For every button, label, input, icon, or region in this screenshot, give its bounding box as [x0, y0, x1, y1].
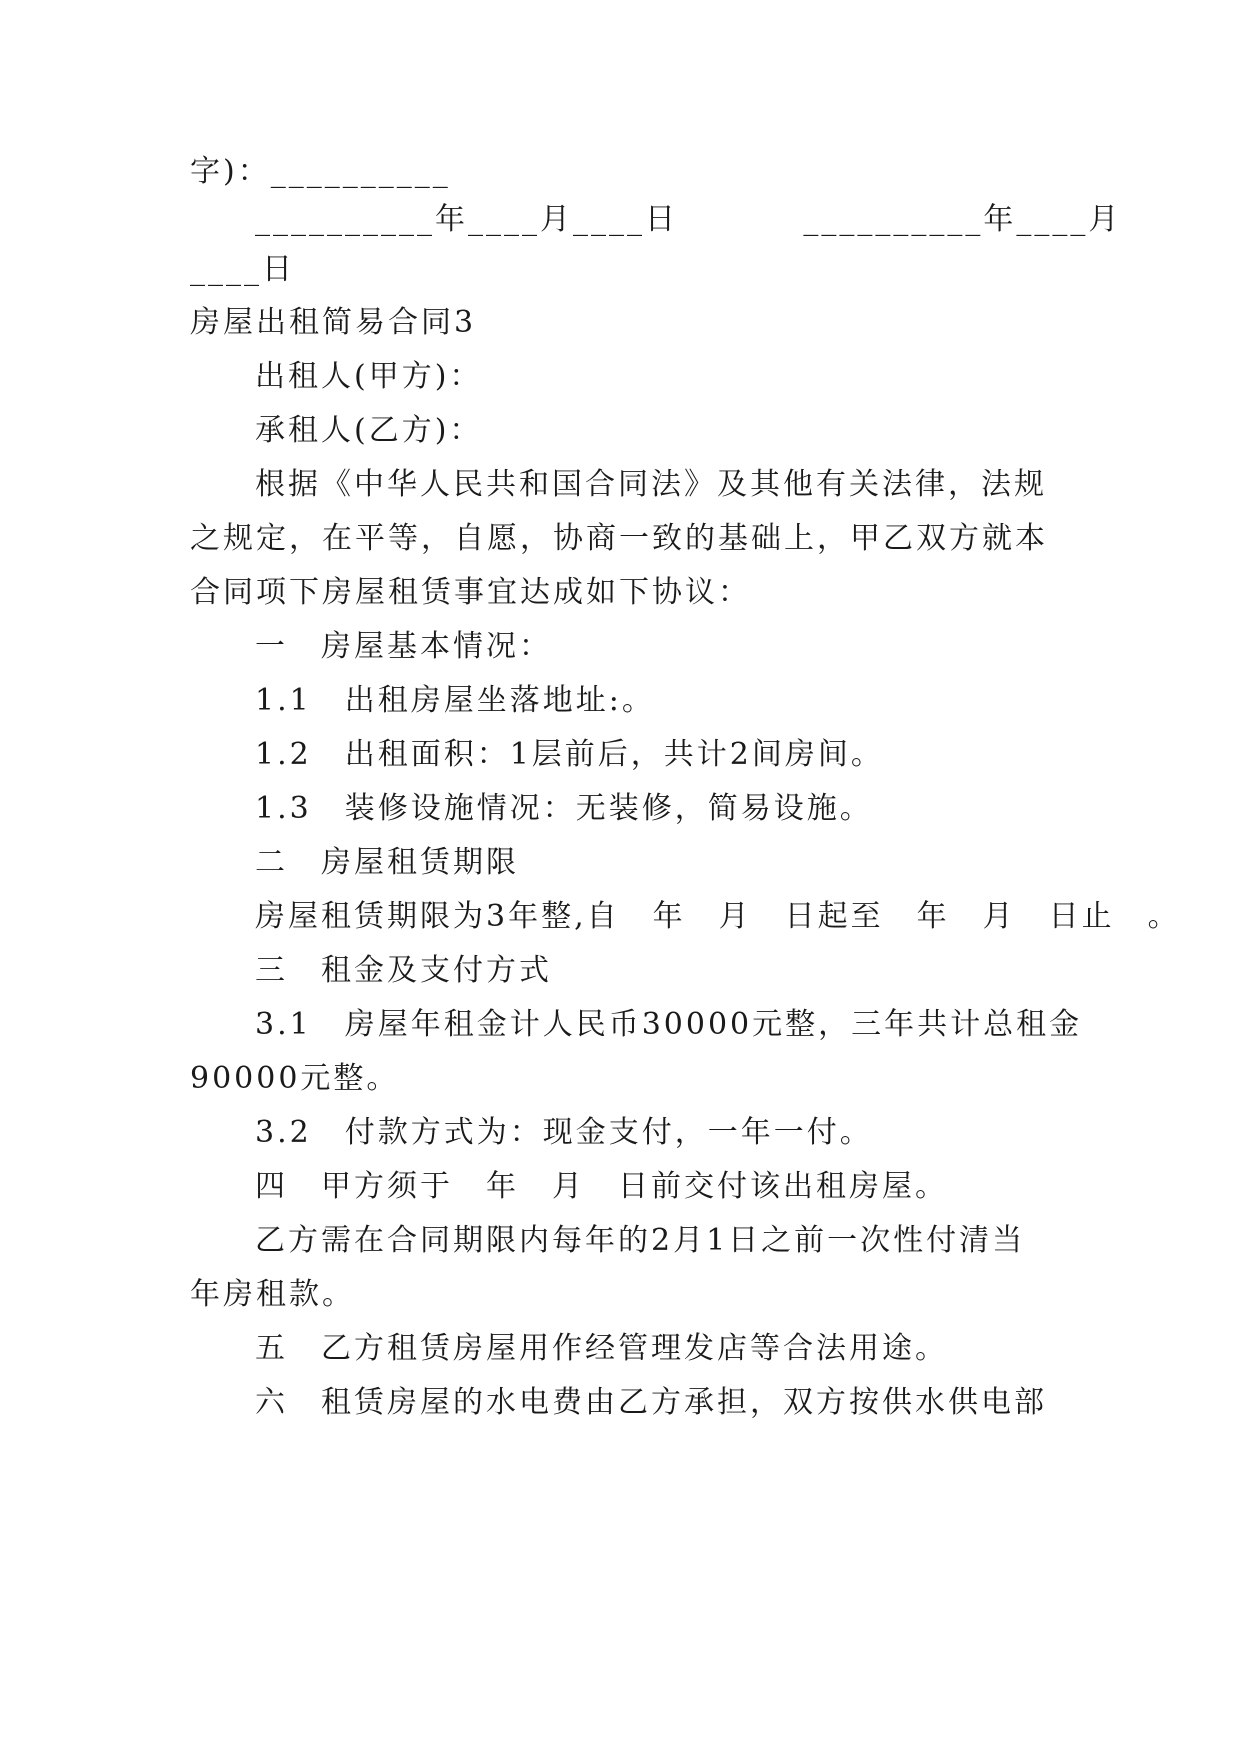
date-fill-line-end: ____日 [190, 252, 295, 287]
clause-3-2: 3.2 付款方式为：现金支付，一年一付。 [255, 1115, 873, 1150]
payment-deadline-line: 乙方需在合同期限内每年的2月1日之前一次性付清当 [255, 1223, 1026, 1258]
date-fill-line: __________年____月____日 __________年____月 [255, 202, 1122, 237]
section-4-line: 四 甲方须于 年 月 日前交付该出租房屋。 [255, 1169, 948, 1204]
section-6-line: 六 租赁房屋的水电费由乙方承担，双方按供水供电部 [255, 1385, 1047, 1420]
clause-1-1: 1.1 出租房屋坐落地址:。 [255, 683, 655, 718]
preamble-line-1: 根据《中华人民共和国合同法》及其他有关法律，法规 [255, 467, 1047, 502]
lessor-line: 出租人(甲方)： [255, 359, 483, 394]
section-2-heading: 二 房屋租赁期限 [255, 845, 519, 880]
lessee-line: 承租人(乙方)： [255, 413, 483, 448]
lease-term-line: 房屋租赁期限为3年整,自 年 月 日起至 年 月 日止 。 [255, 899, 1181, 934]
contract-title: 房屋出租简易合同3 [190, 305, 477, 340]
signature-line-fragment: 字)：__________ [190, 154, 451, 189]
clause-1-3: 1.3 装修设施情况：无装修，简易设施。 [255, 791, 873, 826]
section-1-heading: 一 房屋基本情况： [255, 629, 552, 664]
section-3-heading: 三 租金及支付方式 [255, 953, 552, 988]
section-5-line: 五 乙方租赁房屋用作经管理发店等合法用途。 [255, 1331, 948, 1366]
clause-3-1-continued: 90000元整。 [190, 1061, 400, 1096]
payment-deadline-continued: 年房租款。 [190, 1277, 355, 1312]
preamble-line-3: 合同项下房屋租赁事宜达成如下协议： [190, 575, 751, 610]
clause-3-1: 3.1 房屋年租金计人民币30000元整，三年共计总租金 [255, 1007, 1083, 1042]
preamble-line-2: 之规定，在平等，自愿，协商一致的基础上，甲乙双方就本 [190, 521, 1048, 556]
clause-1-2: 1.2 出租面积：1层前后，共计2间房间。 [255, 737, 884, 772]
